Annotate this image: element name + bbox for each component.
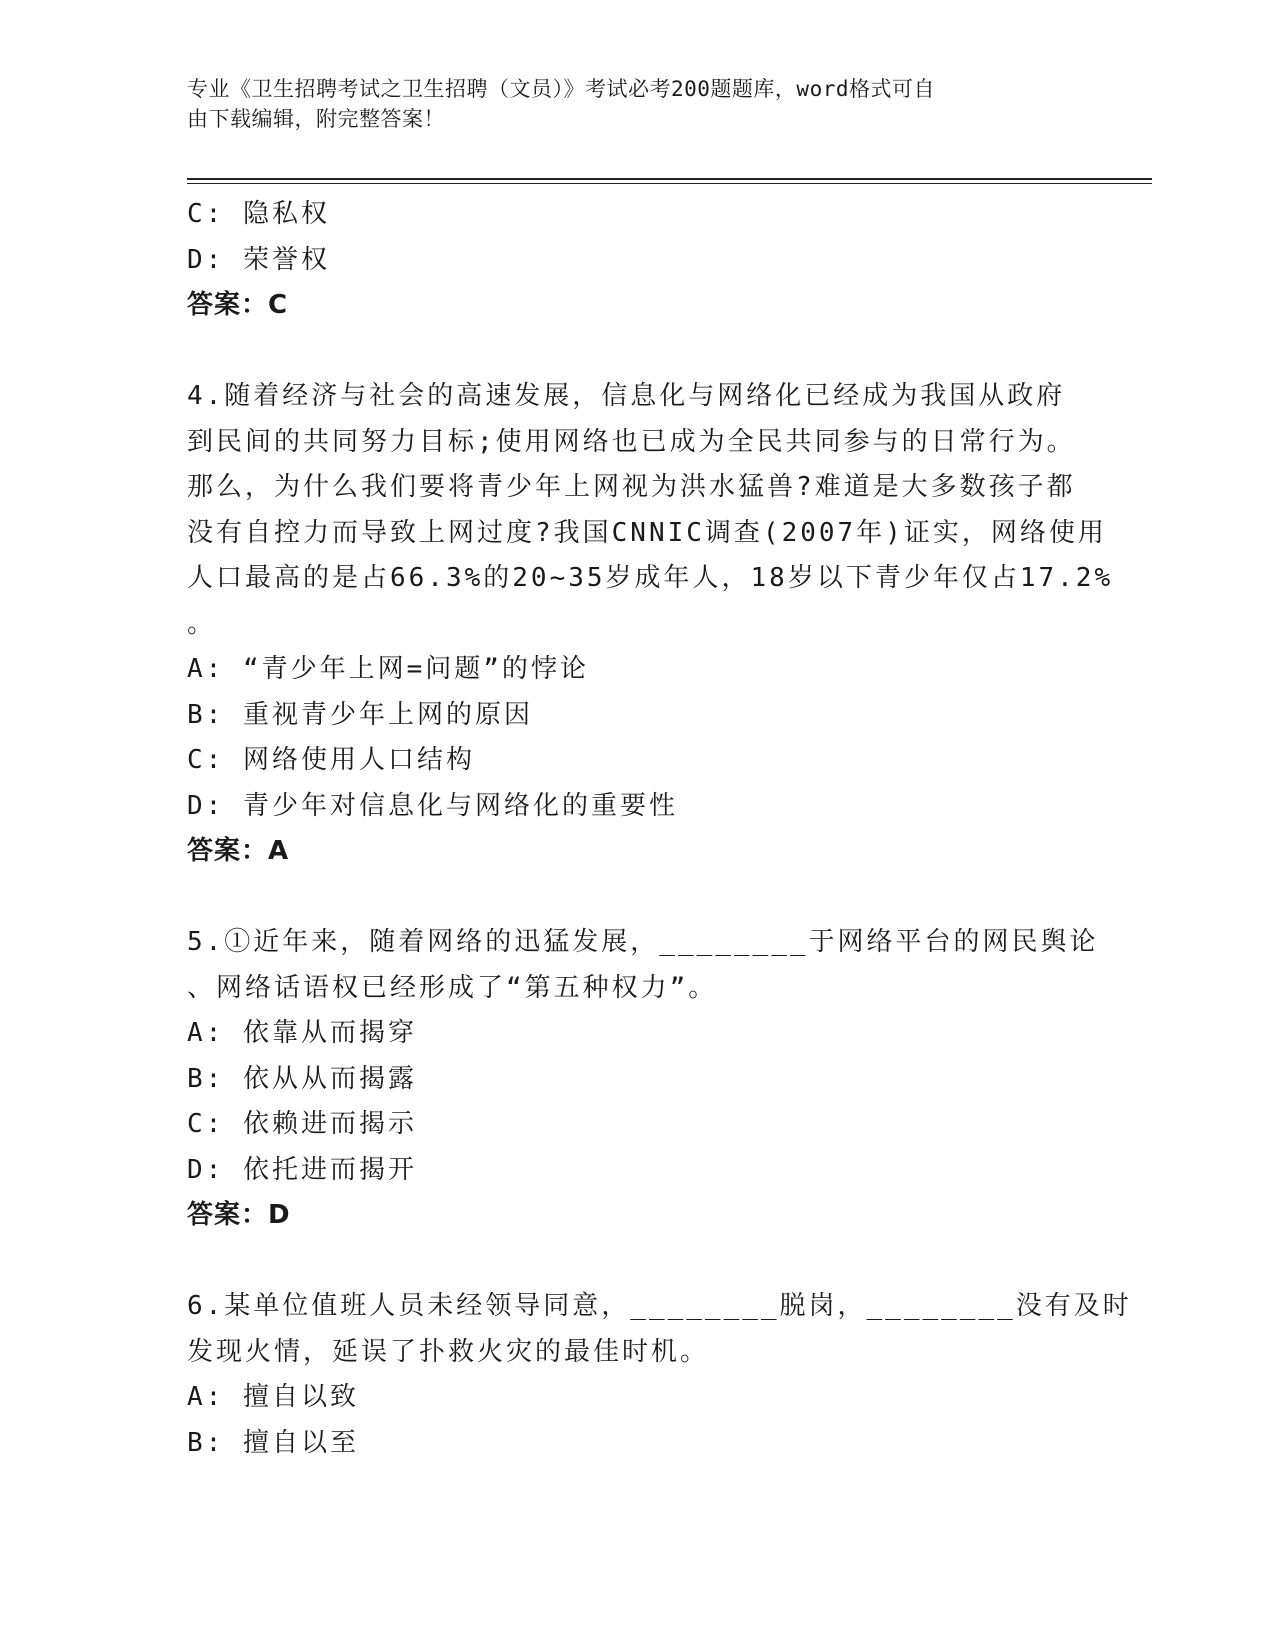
header-line-2: 由下载编辑，附完整答案！ <box>187 107 445 131</box>
question-text-line: 、网络话语权已经形成了“第五种权力”。 <box>187 972 718 1003</box>
question-text-line: 5.①近年来，随着网络的迅猛发展，________于网络平台的网民舆论 <box>187 927 1099 957</box>
question-4 <box>187 374 1114 875</box>
question-text-line: 发现火情，延误了扑救火灾的最佳时机。 <box>187 1336 710 1367</box>
answer: 答案：D <box>187 1200 291 1230</box>
spacer <box>187 329 1087 375</box>
header-line-1: 专业《卫生招聘考试之卫生招聘（文员）》考试必考200题题库，word格式可自 <box>187 77 935 101</box>
question-text-line: 那么，为什么我们要将青少年上网视为洪水猛兽?难道是大多数孩子都 <box>187 472 1076 502</box>
option-a: A: “青少年上网=问题”的悖论 <box>187 654 589 684</box>
option-d: D: 依托进而揭开 <box>187 1154 417 1185</box>
option-c: C: 隐私权 <box>187 199 330 229</box>
option-d: D: 荣誉权 <box>187 244 330 275</box>
document-header <box>187 74 1067 134</box>
option-c: C: 依赖进而揭示 <box>187 1109 417 1139</box>
question-text-line: 6.某单位值班人员未经领导同意，________脱岗，________没有及时 <box>187 1291 1132 1321</box>
question-3 <box>187 192 1087 329</box>
question-6 <box>187 1284 1132 1466</box>
option-d: D: 青少年对信息化与网络化的重要性 <box>187 790 678 821</box>
spacer <box>187 1239 1087 1285</box>
option-a: A: 依靠从而揭穿 <box>187 1018 417 1048</box>
answer: 答案：C <box>187 290 289 320</box>
document-body <box>187 192 1132 1466</box>
question-text-line: 没有自控力而导致上网过度?我国CNNIC调查(2007年)证实，网络使用 <box>187 517 1107 548</box>
header-rule-thin <box>187 183 1152 184</box>
option-b: B: 重视青少年上网的原因 <box>187 699 533 730</box>
question-5 <box>187 920 1099 1239</box>
question-text-line: 。 <box>187 608 217 639</box>
question-text-line: 人口最高的是占66.3%的20~35岁成年人，18岁以下青少年仅占17.2% <box>187 563 1114 593</box>
option-b: B: 依从从而揭露 <box>187 1063 417 1094</box>
option-a: A: 擅自以致 <box>187 1382 359 1412</box>
question-text-line: 到民间的共同努力目标;使用网络也已成为全民共同参与的日常行为。 <box>187 426 1076 457</box>
header-rule-thick <box>187 178 1152 180</box>
answer: 答案：A <box>187 836 290 866</box>
option-c: C: 网络使用人口结构 <box>187 745 475 775</box>
spacer <box>187 875 1087 921</box>
option-b: B: 擅自以至 <box>187 1427 359 1458</box>
question-text-line: 4.随着经济与社会的高速发展，信息化与网络化已经成为我国从政府 <box>187 381 1066 411</box>
